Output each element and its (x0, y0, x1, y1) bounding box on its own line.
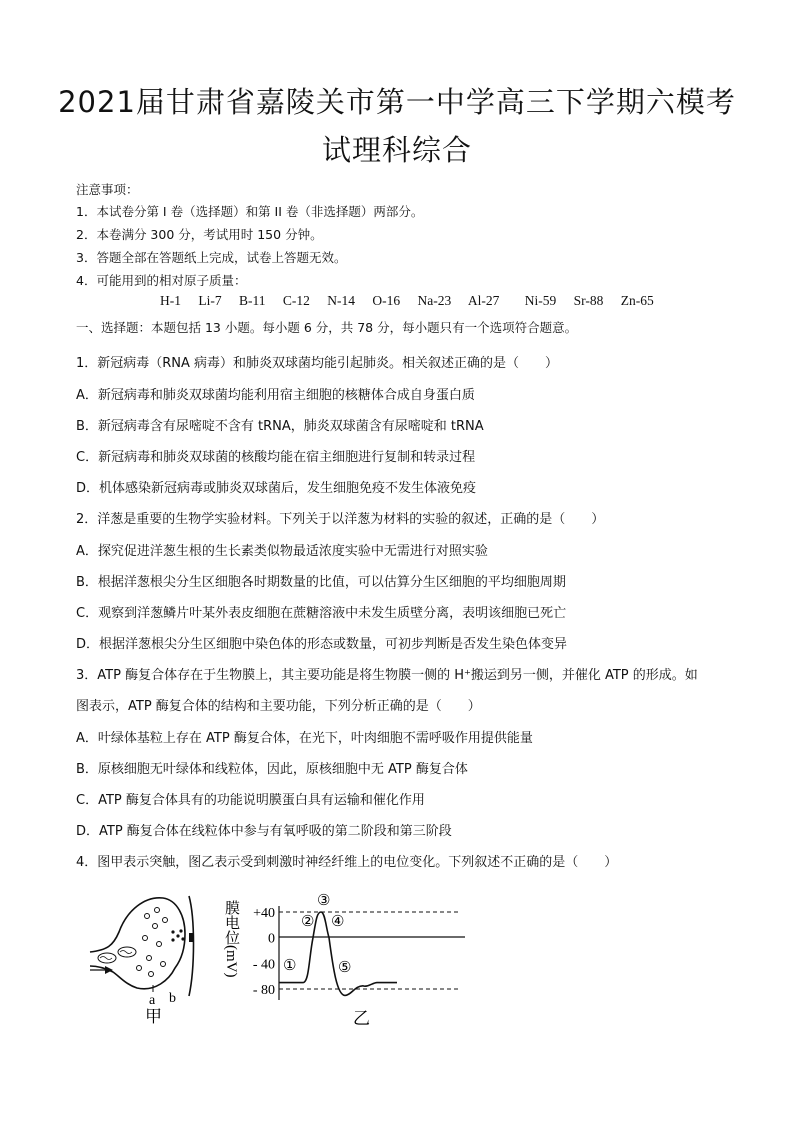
question-2-option-a: A．探究促进洋葱生根的生长素类似物最适浓度实验中无需进行对照实验 (76, 544, 488, 559)
y-axis-label: 膜电位(mV) (223, 900, 239, 978)
element-mass: N-14 (327, 293, 355, 308)
receptor (189, 933, 194, 942)
question-2-option-d: D．根据洋葱根尖分生区细胞中染色体的形态或数量，可初步判断是否发生染色体变异 (76, 637, 568, 652)
label-jia: 甲 (145, 1007, 162, 1026)
element-mass: Li-7 (198, 293, 222, 308)
question-3-stem-cont: 图表示，ATP 酶复合体的结构和主要功能，下列分析正确的是（ ） (76, 699, 481, 714)
question-2-option-b: B．根据洋葱根尖分生区细胞各时期数量的比值，可以估算分生区细胞的平均细胞周期 (76, 575, 566, 590)
atomic-mass-list (160, 293, 668, 309)
label-a: a (149, 993, 156, 1008)
question-2-option-c: C．观察到洋葱鳞片叶某外表皮细胞在蔗糖溶液中未发生质壁分离，表明该细胞已死亡 (76, 606, 567, 621)
y-tick-label: +40 (253, 906, 275, 921)
element-mass: O-16 (372, 293, 401, 308)
page-title-line1: 2021届甘肃省嘉陵关市第一中学高三下学期六模考 (58, 85, 736, 119)
notes-heading: 注意事项： (76, 182, 139, 197)
y-tick-label: - 80 (252, 983, 275, 998)
element-mass: Al-27 (467, 293, 500, 308)
question-3-option-b: B．原核细胞无叶绿体和线粒体，因此，原核细胞中无 ATP 酶复合体 (76, 762, 468, 777)
label-b: b (169, 991, 176, 1006)
question-3-option-a: A．叶绿体基粒上存在 ATP 酶复合体，在光下，叶肉细胞不需呼吸作用提供能量 (76, 731, 533, 746)
postsynaptic-membrane (189, 896, 194, 996)
point-1: ① (283, 958, 297, 974)
notes-item-2: 2．本卷满分 300 分，考试用时 150 分钟。 (76, 227, 323, 242)
y-tick-label: - 40 (252, 957, 275, 973)
element-mass: Sr-88 (573, 293, 604, 308)
mitochondrion (118, 947, 136, 957)
section-heading: 一、选择题：本题包括 13 小题。每小题 6 分，共 78 分，每小题只有一个选项符合题意。 (76, 320, 578, 335)
neurotransmitter (171, 929, 184, 941)
element-mass: Na-23 (417, 293, 452, 308)
axon-terminal (90, 898, 185, 989)
arrow-icon (105, 966, 113, 974)
question-1-option-a: A．新冠病毒和肺炎双球菌均能利用宿主细胞的核糖体合成自身蛋白质 (76, 388, 475, 403)
point-3: ③ (317, 893, 331, 909)
point-5: ⑤ (338, 960, 352, 976)
element-mass: C-12 (282, 293, 310, 308)
question-4-stem: 4．图甲表示突触，图乙表示受到刺激时神经纤维上的电位变化。下列叙述不正确的是（ ） (76, 855, 618, 870)
element-mass: Ni-59 (524, 293, 557, 308)
question-3-option-c: C．ATP 酶复合体具有的功能说明膜蛋白具有运输和催化作用 (76, 793, 425, 808)
element-mass: H-1 (160, 293, 181, 308)
question-1-option-c: C．新冠病毒和肺炎双球菌的核酸均能在宿主细胞进行复制和转录过程 (76, 450, 476, 465)
page-title-line2: 试理科综合 (321, 133, 472, 167)
question-3-stem: 3．ATP 酶复合体存在于生物膜上，其主要功能是将生物膜一侧的 H⁺搬运到另一侧，并催化 ATP 的形成。如 (76, 668, 698, 683)
notes-item-1: 1．本试卷分第 I 卷（选择题）和第 II 卷（非选择题）两部分。 (76, 204, 424, 219)
notes-item-3: 3．答题全部在答题纸上完成，试卷上答题无效。 (76, 250, 347, 265)
element-mass: B-11 (239, 293, 266, 308)
question-1-option-b: B．新冠病毒含有尿嘧啶不含有 tRNA，肺炎双球菌含有尿嘧啶和 tRNA (76, 419, 484, 434)
question-2-stem: 2．洋葱是重要的生物学实验材料。下列关于以洋葱为材料的实验的叙述，正确的是（ ） (76, 512, 605, 527)
notes-item-4: 4．可能用到的相对原子质量： (76, 273, 247, 288)
mitochondrion (98, 953, 116, 963)
point-4: ④ (331, 914, 345, 930)
question-1-stem: 1．新冠病毒（RNA 病毒）和肺炎双球菌均能引起肺炎。相关叙述正确的是（ ） (76, 356, 559, 371)
question-1-option-d: D．机体感染新冠病毒或肺炎双球菌后，发生细胞免疫不发生体液免疫 (76, 481, 477, 496)
action-potential-chart (225, 888, 470, 1028)
synapse-diagram (85, 888, 210, 1028)
question-3-option-d: D．ATP 酶复合体在线粒体中参与有氧呼吸的第二阶段和第三阶段 (76, 824, 452, 839)
point-2: ② (301, 914, 315, 930)
element-mass: Zn-65 (620, 293, 654, 308)
y-tick-label: 0 (268, 931, 275, 947)
synaptic-vesicles (137, 908, 168, 977)
label-yi: 乙 (353, 1009, 370, 1028)
